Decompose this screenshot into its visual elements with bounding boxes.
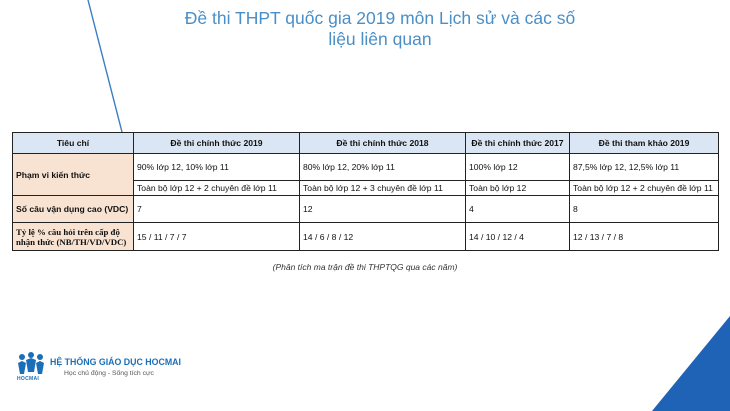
table-cell: 100% lớp 12: [466, 154, 570, 181]
table-cell: Toàn bộ lớp 12 + 2 chuyên đề lớp 11: [134, 181, 300, 196]
row-label-ratio: Tỷ lệ % câu hỏi trên cấp độ nhận thức (NB/TH/VD/VDC): [13, 223, 134, 251]
table-row: [13, 196, 719, 223]
hocmai-people-icon: [16, 352, 46, 376]
table-row: [13, 154, 719, 181]
decorative-corner-triangle: [652, 316, 730, 411]
exam-analysis-table: [12, 132, 719, 251]
column-header: Đề thi chính thức 2017: [466, 133, 570, 154]
title-line-1: Đề thi THPT quốc gia 2019 môn Lịch sử và các số: [184, 8, 576, 28]
logo-slogan: Học chủ động - Sống tích cực: [64, 370, 154, 377]
row-label-vdc: Số câu vận dụng cao (VDC): [13, 196, 134, 223]
column-header: Đề thi chính thức 2019: [134, 133, 300, 154]
table-cell: 12: [300, 196, 466, 223]
table-cell: 12 / 13 / 7 / 8: [570, 223, 719, 251]
decorative-diagonal-line: [88, 0, 122, 132]
hocmai-logo: [16, 352, 206, 388]
table-cell: 15 / 11 / 7 / 7: [134, 223, 300, 251]
table-cell: 7: [134, 196, 300, 223]
table-cell: 14 / 6 / 8 / 12: [300, 223, 466, 251]
title-line-2: liệu liên quan: [328, 29, 432, 49]
row-label-scope: Phạm vi kiến thức: [13, 154, 134, 196]
column-header: Đề thi chính thức 2018: [300, 133, 466, 154]
table-cell: 90% lớp 12, 10% lớp 11: [134, 154, 300, 181]
table-cell: 4: [466, 196, 570, 223]
table-header-row: [13, 133, 719, 154]
logo-wordmark: HOCMAI: [17, 376, 40, 382]
table-cell: Toàn bộ lớp 12: [466, 181, 570, 196]
column-header: Đề thi tham khảo 2019: [570, 133, 719, 154]
table-row: [13, 223, 719, 251]
column-header: Tiêu chí: [13, 133, 134, 154]
table-caption: (Phân tích ma trận đề thi THPTQG qua các năm): [272, 262, 458, 272]
page-title: [150, 8, 610, 50]
table-cell: Toàn bộ lớp 12 + 2 chuyên đề lớp 11: [570, 181, 719, 196]
table-cell: 8: [570, 196, 719, 223]
table-cell: 87,5% lớp 12, 12,5% lớp 11: [570, 154, 719, 181]
logo-name: HỆ THỐNG GIÁO DỤC HOCMAI: [50, 357, 181, 367]
table-cell: Toàn bộ lớp 12 + 3 chuyên đề lớp 11: [300, 181, 466, 196]
table-cell: 80% lớp 12, 20% lớp 11: [300, 154, 466, 181]
table-cell: 14 / 10 / 12 / 4: [466, 223, 570, 251]
